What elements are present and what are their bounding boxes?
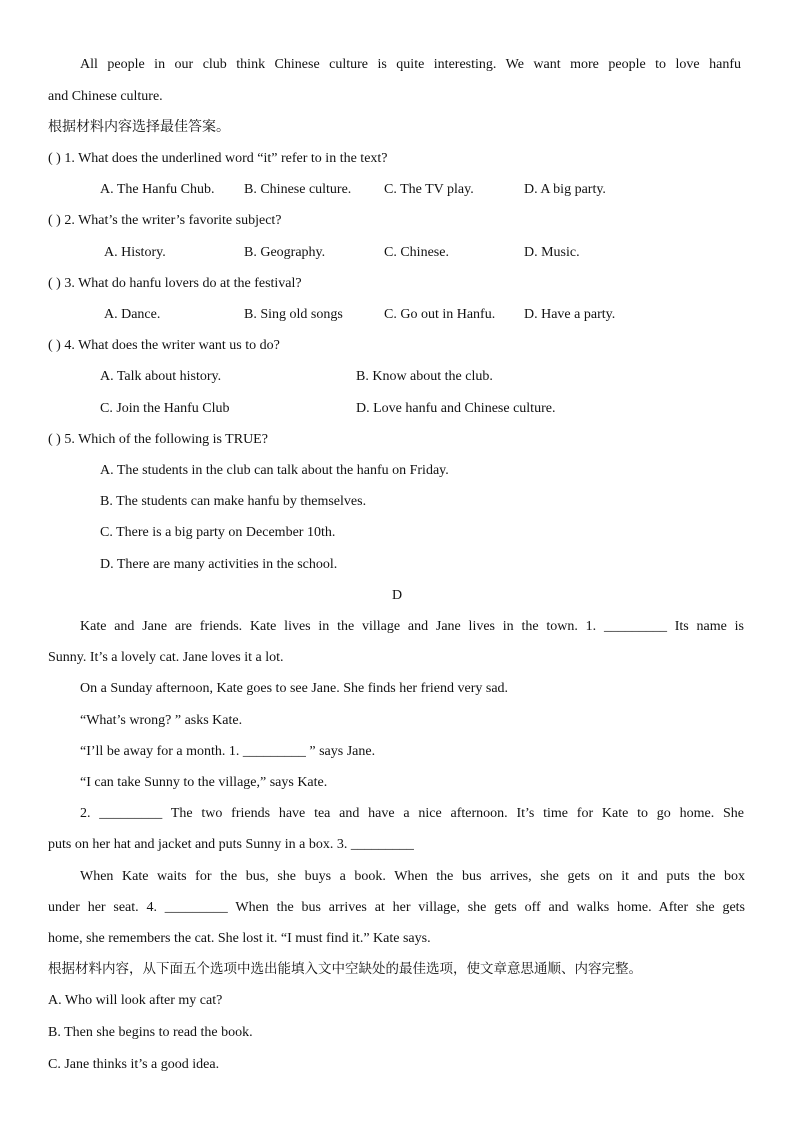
question-stem: 2. What’s the writer’s favorite subject?: [64, 213, 282, 228]
option[interactable]: A. Talk about history.: [100, 369, 222, 384]
option[interactable]: C. Go out in Hanfu.: [384, 307, 496, 322]
section-instruction: 根据材料内容选择最佳答案。: [48, 119, 230, 135]
passage-line: under her seat. 4. _________ When the bus arrives at her village, she gets off and walks home. After she gets: [48, 900, 745, 915]
option[interactable]: A. Who will look after my cat?: [48, 993, 223, 1008]
question-1: [48, 150, 388, 168]
option[interactable]: A. Dance.: [104, 307, 161, 322]
option[interactable]: D. Love hanfu and Chinese culture.: [356, 401, 556, 416]
option[interactable]: B. Geography.: [244, 245, 326, 260]
passage-line: “I can take Sunny to the village,” says Kate.: [80, 775, 328, 790]
answer-bracket[interactable]: ( ): [48, 276, 61, 291]
passage-line: puts on her hat and jacket and puts Sunny in a box. 3. _________: [48, 837, 414, 852]
question-stem: 4. What does the writer want us to do?: [64, 338, 280, 353]
option[interactable]: A. History.: [104, 245, 166, 260]
section-heading: D: [391, 588, 403, 603]
question-3: [48, 275, 302, 293]
passage-line: “What’s wrong? ” asks Kate.: [80, 713, 243, 728]
question-stem: 5. Which of the following is TRUE?: [64, 432, 268, 447]
passage-line: When Kate waits for the bus, she buys a book. When the bus arrives, she gets on it and puts the box: [80, 869, 745, 884]
option[interactable]: D. A big party.: [524, 182, 606, 197]
option[interactable]: D. Music.: [524, 245, 580, 260]
option[interactable]: D. Have a party.: [524, 307, 616, 322]
option[interactable]: D. There are many activities in the school.: [100, 557, 338, 572]
question-4: [48, 337, 280, 355]
option[interactable]: B. Then she begins to read the book.: [48, 1025, 253, 1040]
passage-line: 2. _________ The two friends have tea and have a nice afternoon. It’s time for Kate to go home. She: [80, 806, 744, 821]
option[interactable]: B. Sing old songs: [244, 307, 343, 322]
answer-bracket[interactable]: ( ): [48, 151, 61, 166]
option[interactable]: A. The Hanfu Chub.: [100, 182, 215, 197]
question-stem: 1. What does the underlined word “it” refer to in the text?: [64, 151, 388, 166]
question-2: [48, 212, 282, 230]
option[interactable]: C. There is a big party on December 10th.: [100, 525, 336, 540]
passage-line: On a Sunday afternoon, Kate goes to see Jane. She finds her friend very sad.: [80, 681, 509, 696]
answer-bracket[interactable]: ( ): [48, 213, 61, 228]
option[interactable]: B. Know about the club.: [356, 369, 493, 384]
option[interactable]: C. The TV play.: [384, 182, 474, 197]
passage-line: “I’ll be away for a month. 1. _________ ” says Jane.: [80, 744, 376, 759]
question-stem: 3. What do hanfu lovers do at the festival?: [64, 276, 302, 291]
section-instruction: 根据材料内容，从下面五个选项中选出能填入文中空缺处的最佳选项，使文章意思通顺、内容完整。: [48, 961, 642, 977]
question-5: [48, 431, 268, 449]
option[interactable]: C. Join the Hanfu Club: [100, 401, 230, 416]
answer-bracket[interactable]: ( ): [48, 338, 61, 353]
option[interactable]: B. The students can make hanfu by themselves.: [100, 494, 367, 509]
passage-line: All people in our club think Chinese culture is quite interesting. We want more people to love hanfu: [80, 57, 741, 72]
passage-line: Sunny. It’s a lovely cat. Jane loves it a lot.: [48, 650, 284, 665]
passage-line: and Chinese culture.: [48, 89, 163, 104]
passage-line: Kate and Jane are friends. Kate lives in the village and Jane lives in the town. 1. _________ Its name is: [80, 619, 744, 634]
passage-line: home, she remembers the cat. She lost it. “I must find it.” Kate says.: [48, 931, 431, 946]
option[interactable]: B. Chinese culture.: [244, 182, 352, 197]
option[interactable]: C. Chinese.: [384, 245, 449, 260]
answer-bracket[interactable]: ( ): [48, 432, 61, 447]
option[interactable]: C. Jane thinks it’s a good idea.: [48, 1057, 220, 1072]
option[interactable]: A. The students in the club can talk about the hanfu on Friday.: [100, 463, 449, 478]
